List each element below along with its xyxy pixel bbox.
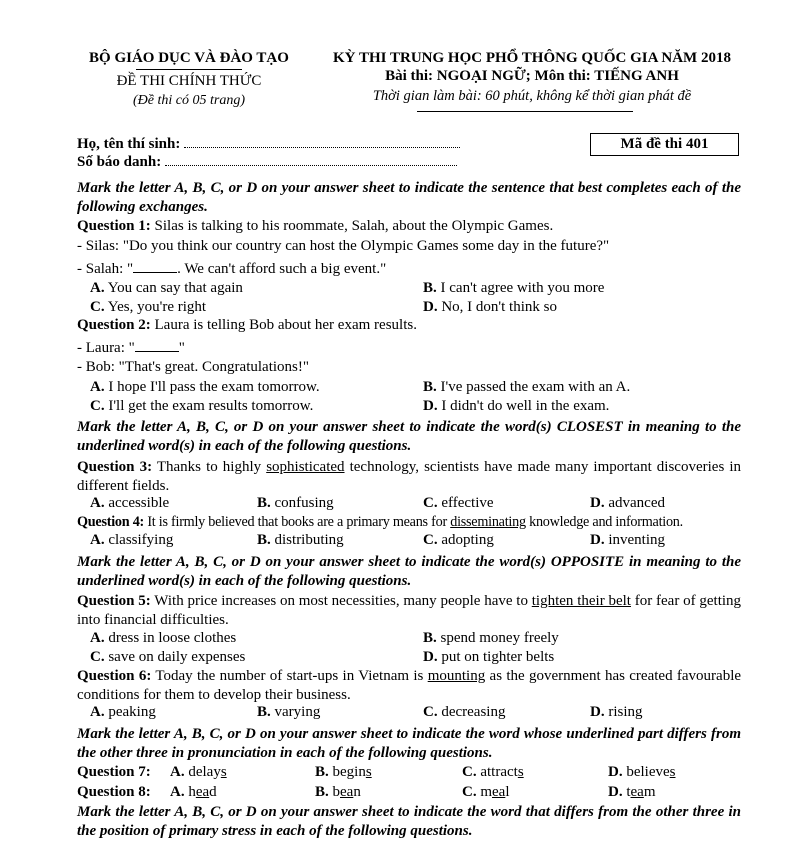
question-5-option-c — [90, 649, 245, 666]
option-underlined: ea — [492, 784, 506, 800]
question-1-line-2-end: . We can't afford such a big event." — [177, 261, 387, 277]
option-text: effective — [441, 495, 494, 511]
question-1-option-a — [90, 280, 243, 297]
answer-blank — [133, 259, 177, 273]
option-text-end: n — [353, 784, 361, 800]
question-2-option-a — [90, 379, 320, 396]
option-text: accessible — [108, 495, 170, 511]
option-text-start: attract — [480, 764, 518, 780]
option-letter: A. — [90, 379, 105, 395]
option-text-start: m — [480, 784, 493, 800]
question-5-option-a — [90, 630, 236, 647]
question-2-line-1-end: " — [178, 340, 185, 356]
candidate-name-label: Họ, tên thí sinh: — [77, 136, 181, 152]
question-2-option-d — [423, 398, 609, 415]
question-7-option-a — [170, 764, 227, 781]
answer-blank — [135, 338, 179, 352]
option-text: decreasing — [441, 704, 506, 720]
question-1-text: Silas is talking to his roommate, Salah, about the Olympic Games. — [154, 218, 554, 234]
option-letter: A. — [90, 630, 105, 646]
option-text: spend money freely — [440, 630, 559, 646]
question-3-option-c — [423, 495, 494, 512]
question-5-label: Question 5: — [77, 593, 151, 609]
option-letter: C. — [462, 764, 477, 780]
question-5-text-end: for fear of getting into financial difficulties. — [77, 593, 742, 628]
option-text: Yes, you're right — [107, 299, 207, 315]
question-8-option-a — [170, 784, 217, 801]
option-underlined: ea — [340, 784, 354, 800]
question-4-option-d — [590, 532, 665, 549]
question-3-underlined: sophisticated — [266, 459, 345, 475]
ministry-underline — [136, 69, 242, 70]
question-2-line-1 — [77, 338, 185, 357]
option-letter: A. — [170, 764, 185, 780]
option-text: put on tighter belts — [441, 649, 555, 665]
option-letter: B. — [315, 784, 329, 800]
question-2-line-1-start: - Laura: " — [77, 340, 135, 356]
option-text: You can say that again — [107, 280, 243, 296]
option-text-end: d — [209, 784, 217, 800]
question-6 — [77, 667, 741, 705]
question-6-text-end: as the government has created favourable conditions for them to develop their business. — [77, 668, 742, 703]
option-text: advanced — [608, 495, 665, 511]
option-letter: D. — [423, 398, 438, 414]
section-instruction-5: Mark the letter A, B, C, or D on your answer sheet to indicate the word that differs from the other three in the position of primary stress in each of the following questions. — [77, 804, 741, 839]
question-8-option-b — [315, 784, 361, 801]
question-7-label: Question 7: — [77, 764, 151, 780]
section-instruction-4: Mark the letter A, B, C, or D on your answer sheet to indicate the word whose underlined part differs from the other three in pronunciation in each of the following questions. — [77, 726, 741, 761]
option-text: varying — [274, 704, 321, 720]
candidate-name-blank — [184, 135, 460, 148]
option-text: classifying — [108, 532, 174, 548]
question-2-label: Question 2: — [77, 317, 151, 333]
question-6-label: Question 6: — [77, 668, 152, 684]
question-5-underlined: tighten their belt — [531, 593, 631, 609]
question-7-option-d — [608, 764, 676, 781]
option-text: inventing — [608, 532, 666, 548]
section-instruction-3: Mark the letter A, B, C, or D on your answer sheet to indicate the word(s) OPPOSITE in meaning to the underlined word(s) in each of the following questions. — [77, 554, 741, 589]
option-letter: C. — [423, 704, 438, 720]
option-text: I didn't do well in the exam. — [441, 398, 610, 414]
exam-time: Thời gian làm bài: 60 phút, không kể thời gian phát đề — [372, 88, 692, 104]
question-8-option-c — [462, 784, 510, 801]
option-text: distributing — [274, 532, 344, 548]
question-2-line-2: - Bob: "That's great. Congratulations!" — [77, 359, 309, 375]
option-text: peaking — [108, 704, 156, 720]
option-underlined: s — [517, 764, 524, 780]
exam-subject: Bài thi: NGOẠI NGỮ; Môn thi: TIẾNG ANH — [385, 68, 679, 84]
page-count: (Đề thi có 05 trang) — [133, 93, 245, 108]
question-1-option-d — [423, 299, 557, 316]
option-letter: D. — [608, 784, 623, 800]
option-letter: A. — [90, 532, 105, 548]
question-8-option-d — [608, 784, 656, 801]
question-1-label: Question 1: — [77, 218, 151, 234]
question-4-option-b — [257, 532, 344, 549]
section-instruction-2: Mark the letter A, B, C, or D on your answer sheet to indicate the word(s) CLOSEST in meaning to the underlined word(s) in each of the following questions. — [77, 419, 741, 454]
option-text: I'll get the exam results tomorrow. — [108, 398, 314, 414]
option-letter: C. — [90, 299, 105, 315]
option-letter: B. — [423, 280, 437, 296]
option-letter: D. — [423, 649, 438, 665]
exam-title: KỲ THI TRUNG HỌC PHỔ THÔNG QUỐC GIA NĂM 2018 — [333, 50, 731, 66]
question-4-underlined: disseminating — [450, 514, 526, 530]
option-letter: A. — [90, 704, 105, 720]
option-text: I've passed the exam with an A. — [440, 379, 631, 395]
question-6-option-a — [90, 704, 156, 721]
question-5-text-start: With price increases on most necessities, many people have to — [154, 593, 528, 609]
question-2-option-b — [423, 379, 630, 396]
question-3-text-start: Thanks to highly — [156, 459, 262, 475]
question-1 — [77, 218, 553, 235]
option-text-start: b — [332, 784, 341, 800]
question-1-line-1: - Silas: "Do you think our country can host the Olympic Games some day in the future?" — [77, 238, 610, 254]
official-exam-label: ĐỀ THI CHÍNH THỨC — [116, 73, 262, 89]
option-letter: C. — [90, 398, 105, 414]
option-letter: D. — [608, 764, 623, 780]
question-6-option-c — [423, 704, 505, 721]
option-letter: B. — [257, 532, 271, 548]
candidate-id-row — [77, 153, 457, 171]
option-text-start: delay — [188, 764, 221, 780]
question-3-label: Question 3: — [77, 459, 153, 475]
section-instruction-1: Mark the letter A, B, C, or D on your answer sheet to indicate the sentence that best completes each of the following exchanges. — [77, 180, 741, 215]
option-text-end: l — [505, 784, 510, 800]
question-6-option-d — [590, 704, 643, 721]
option-text: rising — [608, 704, 643, 720]
question-1-line-2-start: - Salah: " — [77, 261, 134, 277]
option-underlined: ea — [630, 784, 644, 800]
option-letter: D. — [590, 532, 605, 548]
option-letter: B. — [315, 764, 329, 780]
question-1-line-2 — [77, 259, 386, 278]
option-text-start: begin — [332, 764, 366, 780]
question-7-option-b — [315, 764, 372, 781]
option-text: dress in loose clothes — [108, 630, 237, 646]
option-text: adopting — [441, 532, 494, 548]
question-1-option-b — [423, 280, 604, 297]
question-7-option-c — [462, 764, 524, 781]
title-underline — [417, 111, 633, 112]
option-letter: C. — [90, 649, 105, 665]
option-underlined: s — [220, 764, 227, 780]
question-3-text-end: technology, scientists have made many important discoveries in different fields. — [77, 459, 742, 494]
option-letter: A. — [170, 784, 185, 800]
option-text-end: m — [643, 784, 656, 800]
option-letter: D. — [423, 299, 438, 315]
option-text: save on daily expenses — [108, 649, 246, 665]
option-letter: B. — [423, 630, 437, 646]
question-4-label: Question 4: — [77, 514, 145, 530]
question-3-option-a — [90, 495, 169, 512]
option-text: I hope I'll pass the exam tomorrow. — [108, 379, 320, 395]
question-4-option-c — [423, 532, 494, 549]
option-underlined: ea — [195, 784, 210, 800]
question-5-option-b — [423, 630, 559, 647]
option-underlined: s — [669, 764, 676, 780]
option-letter: C. — [462, 784, 477, 800]
question-3-option-b — [257, 495, 334, 512]
question-6-option-b — [257, 704, 320, 721]
question-5 — [77, 592, 741, 630]
option-text-start: t — [626, 784, 631, 800]
question-2-option-c — [90, 398, 313, 415]
option-letter: A. — [90, 495, 105, 511]
option-letter: A. — [90, 280, 105, 296]
question-4-text-start: It is firmly believed that books are a primary means for — [147, 514, 447, 530]
ministry-name: BỘ GIÁO DỤC VÀ ĐÀO TẠO — [89, 50, 289, 66]
question-4-text-end: knowledge and information. — [529, 514, 683, 530]
candidate-name-row — [77, 135, 460, 153]
option-letter: B. — [257, 495, 271, 511]
option-text-start: h — [188, 784, 196, 800]
question-6-underlined: mounting — [427, 668, 486, 684]
option-text-start: believe — [626, 764, 670, 780]
question-3 — [77, 458, 741, 496]
question-4-option-a — [90, 532, 173, 549]
option-underlined: s — [365, 764, 372, 780]
question-2-text: Laura is telling Bob about her exam results. — [154, 317, 417, 333]
option-letter: D. — [590, 704, 605, 720]
question-6-text-start: Today the number of start-ups in Vietnam is — [155, 668, 424, 684]
question-1-option-c — [90, 299, 206, 316]
candidate-id-label: Số báo danh: — [77, 154, 162, 170]
question-2 — [77, 317, 417, 334]
option-text: confusing — [274, 495, 334, 511]
question-8-label: Question 8: — [77, 784, 151, 800]
option-letter: C. — [423, 495, 438, 511]
candidate-id-blank — [165, 153, 457, 166]
question-3-option-d — [590, 495, 665, 512]
option-text: I can't agree with you more — [440, 280, 605, 296]
question-4 — [77, 514, 683, 531]
option-text: No, I don't think so — [441, 299, 557, 315]
option-letter: D. — [590, 495, 605, 511]
exam-code-box: Mã đề thi 401 — [590, 133, 739, 156]
question-5-option-d — [423, 649, 554, 666]
option-letter: B. — [423, 379, 437, 395]
option-letter: C. — [423, 532, 438, 548]
option-letter: B. — [257, 704, 271, 720]
